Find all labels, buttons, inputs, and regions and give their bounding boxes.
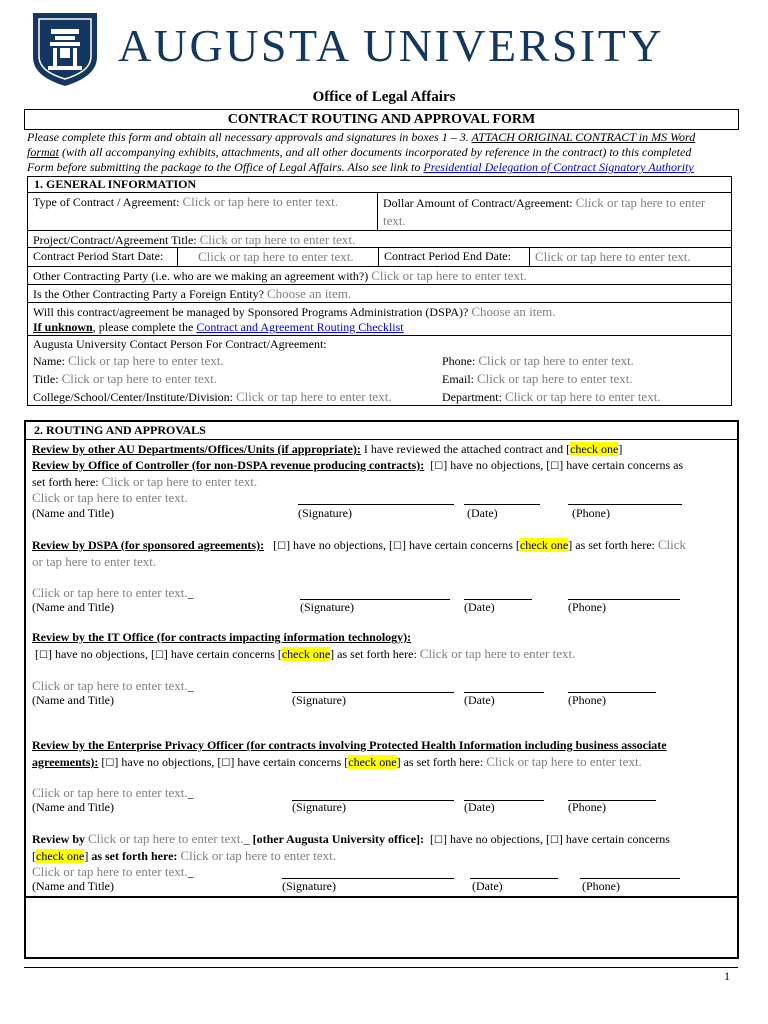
set-forth-label: ] as set forth here:	[568, 538, 658, 552]
no-objections-text: ] have no objections, [	[442, 832, 550, 846]
phone-caption: (Phone)	[568, 800, 606, 814]
period-row	[28, 247, 731, 266]
end-date-field[interactable]: Click or tap here to enter text.	[535, 249, 691, 264]
intro-text	[27, 130, 695, 175]
foreign-entity-dropdown[interactable]: Choose an item.	[266, 286, 352, 301]
dspa-managed-dropdown[interactable]: Choose an item.	[471, 304, 556, 319]
check-one-highlight: check one	[570, 442, 619, 456]
other-office-signer-field[interactable]: Click or tap here to enter text.	[32, 864, 188, 879]
dspa-concerns-field-cont[interactable]: or tap here to enter text.	[32, 554, 157, 569]
check-one-highlight: check one	[519, 538, 569, 552]
other-party-field[interactable]: Click or tap here to enter text.	[371, 268, 527, 283]
signature-caption: (Signature)	[292, 693, 346, 707]
privacy-review-heading: Review by the Enterprise Privacy Officer (for contracts involving Protected Health Information including business associate	[32, 738, 667, 752]
signature-caption: (Signature)	[282, 879, 336, 893]
signature-caption: (Signature)	[300, 600, 354, 614]
delegation-link[interactable]: Presidential Delegation of Contract Signatory Authority	[423, 160, 694, 174]
form-title-box	[24, 109, 739, 130]
intro-line2: (with all accompanying exhibits, attachments, and all other documents incorporated by reference in the contract) to this completed	[59, 145, 692, 159]
controller-concerns-checkbox[interactable]: ☐	[550, 461, 560, 472]
set-forth-label: ] as set forth here:	[330, 647, 420, 661]
contact-name-field[interactable]: Click or tap here to enter text.	[68, 353, 224, 368]
type-of-contract-field[interactable]: Click or tap here to enter text.	[182, 194, 339, 209]
augusta-university-shield-logo	[31, 11, 99, 87]
no-objections-text: ] have no objections, [	[286, 538, 394, 552]
check-one-highlight: check one	[36, 849, 85, 863]
name-title-caption: (Name and Title)	[32, 600, 114, 614]
set-forth-label: ] as set forth here:	[396, 755, 487, 769]
bracket: [	[273, 538, 278, 552]
other-office-no-objections-checkbox[interactable]: ☐	[434, 835, 443, 846]
attach-original-contract: ATTACH ORIGINAL CONTRACT in MS Word	[471, 130, 696, 144]
date-caption: (Date)	[464, 800, 495, 814]
bracket: [	[430, 832, 435, 846]
contact-heading: Augusta University Contact Person For Contract/Agreement:	[33, 337, 327, 351]
date-caption: (Date)	[472, 879, 503, 893]
project-title-field[interactable]: Click or tap here to enter text.	[199, 232, 356, 247]
other-party-label: Other Contracting Party (i.e. who are we making an agreement with?)	[33, 269, 372, 283]
underscore: _	[187, 786, 194, 800]
page-number: 1	[724, 969, 730, 983]
privacy-review-heading-cont: agreements):	[32, 755, 99, 769]
concerns-text: ] have certain concerns as	[559, 458, 684, 472]
name-title-caption: (Name and Title)	[32, 800, 114, 814]
date-caption: (Date)	[467, 506, 498, 520]
contact-name-label: Name:	[33, 354, 68, 368]
name-title-caption: (Name and Title)	[32, 879, 114, 893]
bracket: ]	[84, 849, 89, 863]
controller-no-objections-checkbox[interactable]: ☐	[434, 461, 444, 472]
it-name-field[interactable]: Click or tap here to enter text.	[32, 678, 188, 693]
set-forth-label: as set forth here:	[91, 849, 181, 863]
underscore: _	[243, 832, 250, 846]
no-objections-text: ] have no objections, [	[47, 647, 155, 661]
signature-caption: (Signature)	[298, 506, 352, 520]
start-date-field[interactable]: Click or tap here to enter text.	[198, 249, 354, 264]
dollar-amount-label: Dollar Amount of Contract/Agreement:	[383, 196, 576, 210]
underscore: _	[187, 679, 194, 693]
privacy-concerns-field[interactable]: Click or tap here to enter text.	[486, 754, 642, 769]
phone-caption: (Phone)	[572, 506, 610, 520]
phone-caption: (Phone)	[568, 600, 606, 614]
department-label: Department:	[442, 390, 505, 404]
privacy-no-objections-checkbox[interactable]: ☐	[105, 758, 115, 769]
department-field[interactable]: Click or tap here to enter text.	[504, 389, 661, 404]
controller-concerns-field[interactable]: Click or tap here to enter text.	[101, 474, 258, 489]
university-name: AUGUSTA UNIVERSITY	[118, 20, 665, 71]
dspa-concerns-field[interactable]: Click	[657, 537, 687, 552]
intro-line3: Form before submitting the package to the Office of Legal Affairs. Also see link to	[27, 160, 424, 174]
it-concerns-checkbox[interactable]: ☐	[154, 650, 164, 661]
dspa-row	[28, 302, 731, 335]
bracket: [	[430, 458, 435, 472]
if-unknown-label: If unknown	[33, 320, 93, 334]
privacy-name-field[interactable]: Click or tap here to enter text.	[32, 785, 188, 800]
date-caption: (Date)	[464, 693, 495, 707]
phone-caption: (Phone)	[582, 879, 620, 893]
privacy-concerns-checkbox[interactable]: ☐	[221, 758, 231, 769]
signature-caption: (Signature)	[292, 800, 346, 814]
end-date-label: Contract Period End Date:	[384, 249, 511, 263]
dspa-managed-label: Will this contract/agreement be managed by Sponsored Programs Administration (DSPA)?	[33, 305, 472, 319]
check-one-highlight: check one	[281, 647, 331, 661]
it-review-heading: Review by the IT Office (for contracts impacting information technology):	[32, 630, 412, 644]
office-title: Office of Legal Affairs	[312, 89, 456, 105]
concerns-text: ] have certain concerns	[558, 832, 670, 846]
bracket: [	[32, 849, 36, 863]
other-office-concerns-field[interactable]: Click or tap here to enter text.	[180, 848, 336, 863]
section1-heading: 1. GENERAL INFORMATION	[34, 177, 197, 191]
other-departments-text: I have reviewed the attached contract and [	[360, 442, 571, 456]
concerns-text: ] have certain concerns [	[402, 538, 520, 552]
underscore: _	[187, 865, 194, 879]
routing-checklist-link[interactable]: Contract and Agreement Routing Checklist	[196, 320, 404, 334]
it-no-objections-checkbox[interactable]: ☐	[39, 650, 48, 661]
check-one-highlight: check one	[348, 755, 397, 769]
contact-title-field[interactable]: Click or tap here to enter text.	[61, 371, 218, 386]
date-caption: (Date)	[464, 600, 495, 614]
footer-divider	[24, 967, 738, 968]
other-party-row	[28, 266, 731, 284]
no-objections-text: ] have no objections, [	[114, 755, 222, 769]
unknown-text: , please complete the	[92, 320, 197, 334]
intro-format: format	[27, 145, 60, 159]
controller-name-field[interactable]: Click or tap here to enter text.	[32, 490, 188, 505]
section-general-information	[27, 176, 732, 406]
contact-phone-field[interactable]: Click or tap here to enter text.	[478, 353, 634, 368]
controller-heading: Review by Office of Controller (for non-DSPA revenue producing contracts):	[32, 458, 425, 472]
concerns-text: ] have certain concerns [	[163, 647, 282, 661]
contact-email-label: Email:	[442, 372, 477, 386]
dollar-amount-field[interactable]: Click or tap here to enter text.	[383, 195, 706, 228]
title-row	[28, 230, 731, 247]
no-objections-text: ] have no objections, [	[443, 458, 551, 472]
name-title-caption: (Name and Title)	[32, 506, 114, 520]
start-date-label: Contract Period Start Date:	[33, 249, 164, 263]
it-concerns-field[interactable]: Click or tap here to enter text.	[419, 646, 576, 661]
intro-line1: Please complete this form and obtain all necessary approvals and signatures in boxes 1 – 3.	[27, 130, 472, 144]
foreign-entity-row	[28, 284, 731, 302]
section2-heading: 2. ROUTING AND APPROVALS	[34, 423, 206, 437]
contact-row	[28, 335, 731, 405]
college-label: College/School/Center/Institute/Division:	[33, 390, 236, 404]
type-of-contract-label: Type of Contract / Agreement:	[33, 195, 183, 209]
bracket: ]	[618, 442, 623, 456]
dspa-concerns-checkbox[interactable]: ☐	[393, 541, 402, 552]
name-title-caption: (Name and Title)	[32, 693, 114, 707]
contact-title-label: Title:	[33, 372, 62, 386]
form-title: CONTRACT ROUTING AND APPROVAL FORM	[227, 112, 536, 127]
concerns-text: ] have certain concerns [	[230, 755, 349, 769]
project-title-label: Project/Contract/Agreement Title:	[33, 233, 200, 247]
foreign-entity-label: Is the Other Contracting Party a Foreign Entity?	[33, 287, 267, 301]
other-departments-heading: Review by other AU Departments/Offices/Units (if appropriate):	[32, 442, 361, 456]
college-field[interactable]: Click or tap here to enter text.	[235, 389, 392, 404]
bracket: [	[35, 647, 39, 661]
section-routing-approvals	[24, 420, 739, 959]
review-by-label: Review by	[32, 832, 88, 846]
bracket: [	[101, 755, 106, 769]
contact-phone-label: Phone:	[442, 354, 479, 368]
contact-email-field[interactable]: Click or tap here to enter text.	[477, 371, 633, 386]
underscore: _	[187, 586, 194, 600]
set-forth-label: set forth here:	[32, 475, 102, 489]
phone-caption: (Phone)	[568, 693, 606, 707]
other-office-label: [other Augusta University office]:	[249, 832, 425, 846]
type-dollar-row	[28, 192, 731, 230]
other-office-concerns-checkbox[interactable]: ☐	[549, 835, 559, 846]
dspa-review-heading: Review by DSPA (for sponsored agreements):	[32, 538, 265, 552]
dspa-no-objections-checkbox[interactable]: ☐	[277, 541, 287, 552]
dspa-name-field[interactable]: Click or tap here to enter text.	[32, 585, 188, 600]
other-office-name-field[interactable]: Click or tap here to enter text.	[88, 831, 244, 846]
